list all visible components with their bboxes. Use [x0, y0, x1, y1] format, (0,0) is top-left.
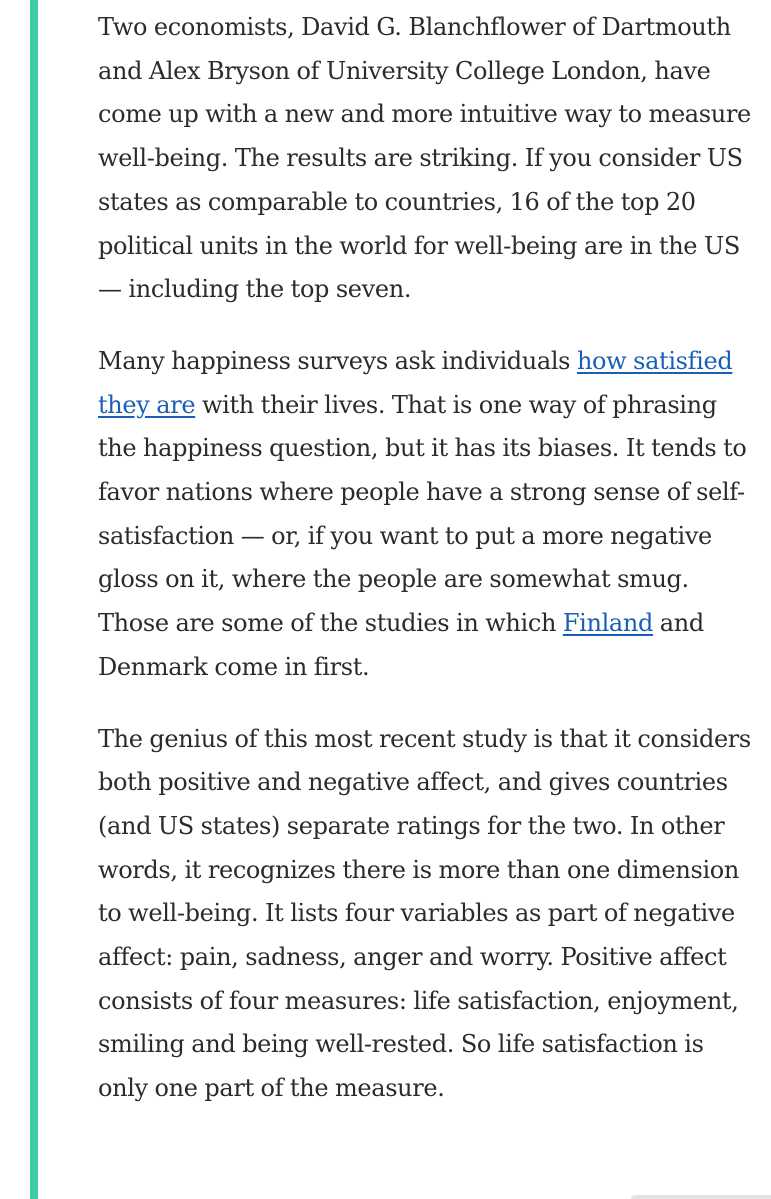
article-body — [98, 6, 758, 1111]
paragraph-1-text: Two economists, David G. Blanchflower of Dartmouth and Alex Bryson of University College London, have come up with a new and more intuitive way to measure well-being. The results are striking. If you consider US states as comparable to countries, 16 of the top 20 political units in the world for well-being are in the US — including the top seven. — [98, 13, 751, 304]
paragraph-3-text: The genius of this most recent study is that it considers both positive and negative affect, and gives countries (and US states) separate ratings for the two. In other words, it recognizes there is more than one dimension to well-being. It lists four variables as part of negative affect: pain, sadness, anger and worry. Positive affect consists of four measures: life satisfaction, enjoyment, smiling and being well-rested. So life satisfaction is only one part of the measure. — [98, 724, 751, 1103]
paragraph-1 — [98, 6, 758, 312]
paragraph-2-text-end: and Denmark come in first. — [98, 609, 704, 681]
blockquote-accent-bar — [30, 0, 38, 1199]
how-satisfied-link[interactable]: how satisfied they are — [98, 346, 733, 419]
finland-link[interactable]: Finland — [562, 609, 653, 638]
paragraph-2-text-middle: with their lives. That is one way of phrasing the happiness question, but it has its biases. It tends to favor nations where people have a strong sense of self-satisfaction — or, if you want to put a more negative gloss on it, where the people are somewhat smug. Those are some of the studies in which — [98, 390, 747, 638]
paragraph-3 — [98, 718, 758, 1111]
paragraph-2-text-start: Many happiness surveys ask individuals — [98, 346, 577, 375]
scroll-indicator — [631, 1195, 771, 1199]
paragraph-2 — [98, 340, 758, 690]
